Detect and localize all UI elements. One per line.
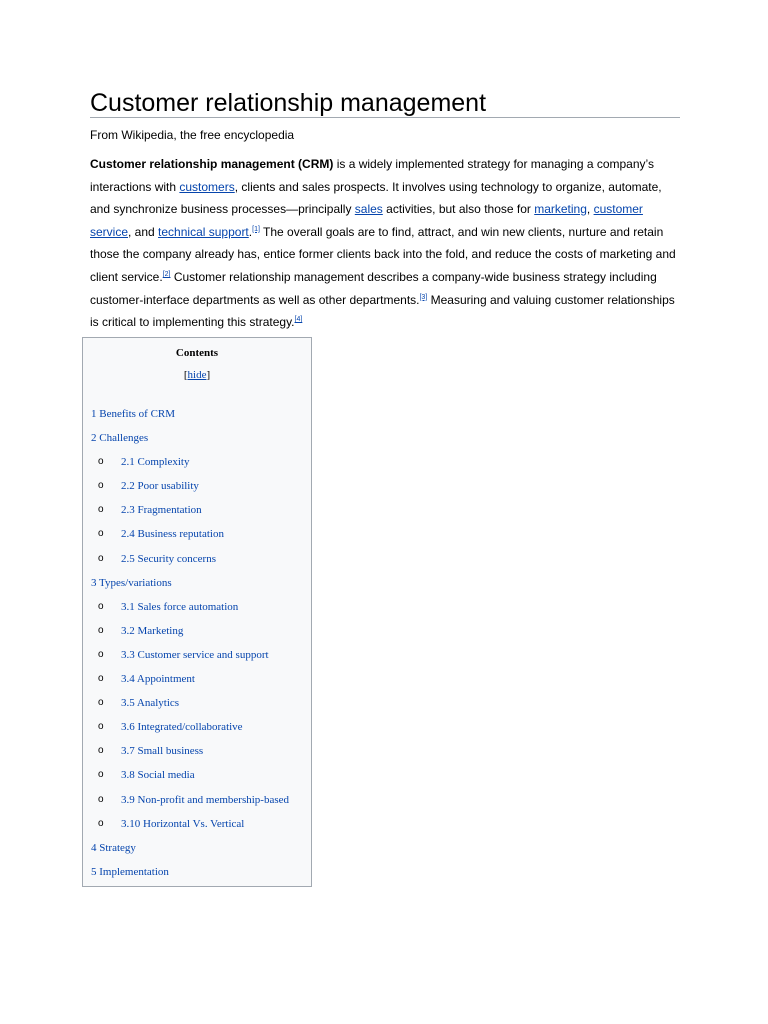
link-customer-service[interactable]: customer service: [90, 202, 643, 239]
toc-link[interactable]: 2.1 Complexity: [121, 456, 190, 469]
toc-item: [83, 648, 311, 672]
toc-link[interactable]: 3.2 Marketing: [121, 624, 184, 637]
toc-toggle-close-bracket: ]: [206, 369, 211, 381]
toc-item: [83, 455, 311, 479]
toc-bullet: o: [98, 624, 104, 636]
toc-item: [83, 817, 311, 841]
toc-hide-link[interactable]: hide: [187, 369, 207, 381]
toc-item: [83, 527, 311, 551]
toc-item: [83, 696, 311, 720]
toc-item: [83, 407, 311, 431]
toc-list: [83, 407, 311, 889]
toc-item: [83, 744, 311, 768]
reference-2: [163, 271, 171, 278]
toc-link[interactable]: 3.10 Horizontal Vs. Vertical: [121, 817, 245, 830]
intro-paragraph: [90, 153, 682, 334]
intro-text: .: [248, 224, 253, 239]
toc-item: [83, 600, 311, 624]
toc-bullet: o: [98, 697, 104, 709]
toc-link[interactable]: 2.2 Poor usability: [121, 480, 199, 493]
page-title: Customer relationship management: [90, 88, 680, 118]
toc-link[interactable]: 3 Types/variations: [91, 576, 172, 589]
intro-text: The overall goals are to find, attract, and win new clients, nurture and retain those the company already has, entice former clients back into the fold, and reduce the costs of marketing and client service.: [90, 224, 676, 284]
toc-bullet: o: [98, 673, 104, 685]
toc-bullet: o: [98, 769, 104, 781]
toc-link[interactable]: 2.4 Business reputation: [121, 528, 224, 541]
toc-link[interactable]: 1 Benefits of CRM: [91, 408, 176, 420]
toc-item: [83, 624, 311, 648]
toc-link[interactable]: 4 Strategy: [91, 841, 136, 854]
toc-link[interactable]: 3.8 Social media: [121, 769, 195, 782]
toc-bullet: o: [98, 793, 104, 805]
link-technical-support[interactable]: technical support: [158, 224, 249, 239]
toc-title: Contents: [175, 347, 219, 359]
toc-link[interactable]: 3.9 Non-profit and membership-based: [121, 793, 290, 806]
toc-bullet: o: [98, 528, 104, 540]
intro-text: activities, but also those for: [382, 202, 535, 217]
site-subtitle: From Wikipedia, the free encyclopedia: [90, 128, 295, 142]
toc-item: [83, 793, 311, 817]
toc-link[interactable]: 2.3 Fragmentation: [121, 504, 202, 517]
reference-1: [252, 226, 260, 233]
toc-bullet: o: [98, 721, 104, 733]
intro-text: , clients and sales prospects. It involves using technology to organize, automate, and synchronize business processes—principally: [90, 179, 662, 217]
toc-link[interactable]: 3.6 Integrated/collaborative: [121, 721, 243, 734]
toc-bullet: o: [98, 817, 104, 829]
intro-text: is a widely implemented strategy for managing a company’s interactions with: [90, 157, 654, 194]
toc-item: [83, 672, 311, 696]
reference-link-4[interactable]: [4]: [294, 316, 303, 324]
reference-link-2[interactable]: [2]: [162, 270, 171, 278]
toc-item: [83, 865, 311, 889]
toc-item: [83, 768, 311, 792]
toc-toggle-open-bracket: [: [183, 369, 188, 381]
intro-text: Measuring and valuing customer relationships is critical to implementing this strategy.: [90, 292, 675, 330]
reference-4: [295, 316, 303, 323]
reference-link-3[interactable]: [3]: [419, 293, 428, 301]
toc-link[interactable]: 3.4 Appointment: [121, 673, 195, 686]
intro-text: Customer relationship management describes a company-wide business strategy including customer-interface departments as well as other departments.: [90, 269, 657, 307]
link-customers[interactable]: customers: [179, 179, 235, 194]
intro-text: ,: [586, 202, 594, 217]
toc-bullet: o: [98, 648, 104, 660]
toc-bullet: o: [98, 480, 104, 492]
toc-bullet: o: [98, 504, 104, 516]
intro-text: , and: [128, 224, 159, 239]
toc-link[interactable]: 3.3 Customer service and support: [121, 648, 269, 661]
toc-item: [83, 576, 311, 600]
link-sales[interactable]: sales: [354, 202, 383, 217]
toc-item: [83, 431, 311, 455]
toc-bullet: o: [98, 456, 104, 468]
toc-link[interactable]: 3.5 Analytics: [121, 697, 180, 710]
bold-term: Customer relationship management (CRM): [90, 157, 334, 171]
toc-item: [83, 841, 311, 865]
toc-item: [83, 720, 311, 744]
toc-item: [83, 552, 311, 576]
toc-item: [83, 479, 311, 503]
link-marketing[interactable]: marketing: [534, 202, 587, 217]
toc-item: [83, 503, 311, 527]
toc-link[interactable]: 5 Implementation: [91, 865, 169, 878]
toc-link[interactable]: 3.1 Sales force automation: [121, 600, 239, 613]
toc-link[interactable]: 3.7 Small business: [121, 745, 204, 758]
toc-link[interactable]: 2 Challenges: [91, 432, 149, 445]
toc-link[interactable]: 2.5 Security concerns: [121, 552, 216, 565]
reference-link-1[interactable]: [1]: [252, 225, 260, 233]
table-of-contents: [82, 337, 312, 887]
toc-bullet: o: [98, 745, 104, 757]
toc-toggle: [83, 368, 311, 382]
toc-bullet: o: [98, 600, 104, 612]
toc-bullet: o: [98, 552, 104, 564]
